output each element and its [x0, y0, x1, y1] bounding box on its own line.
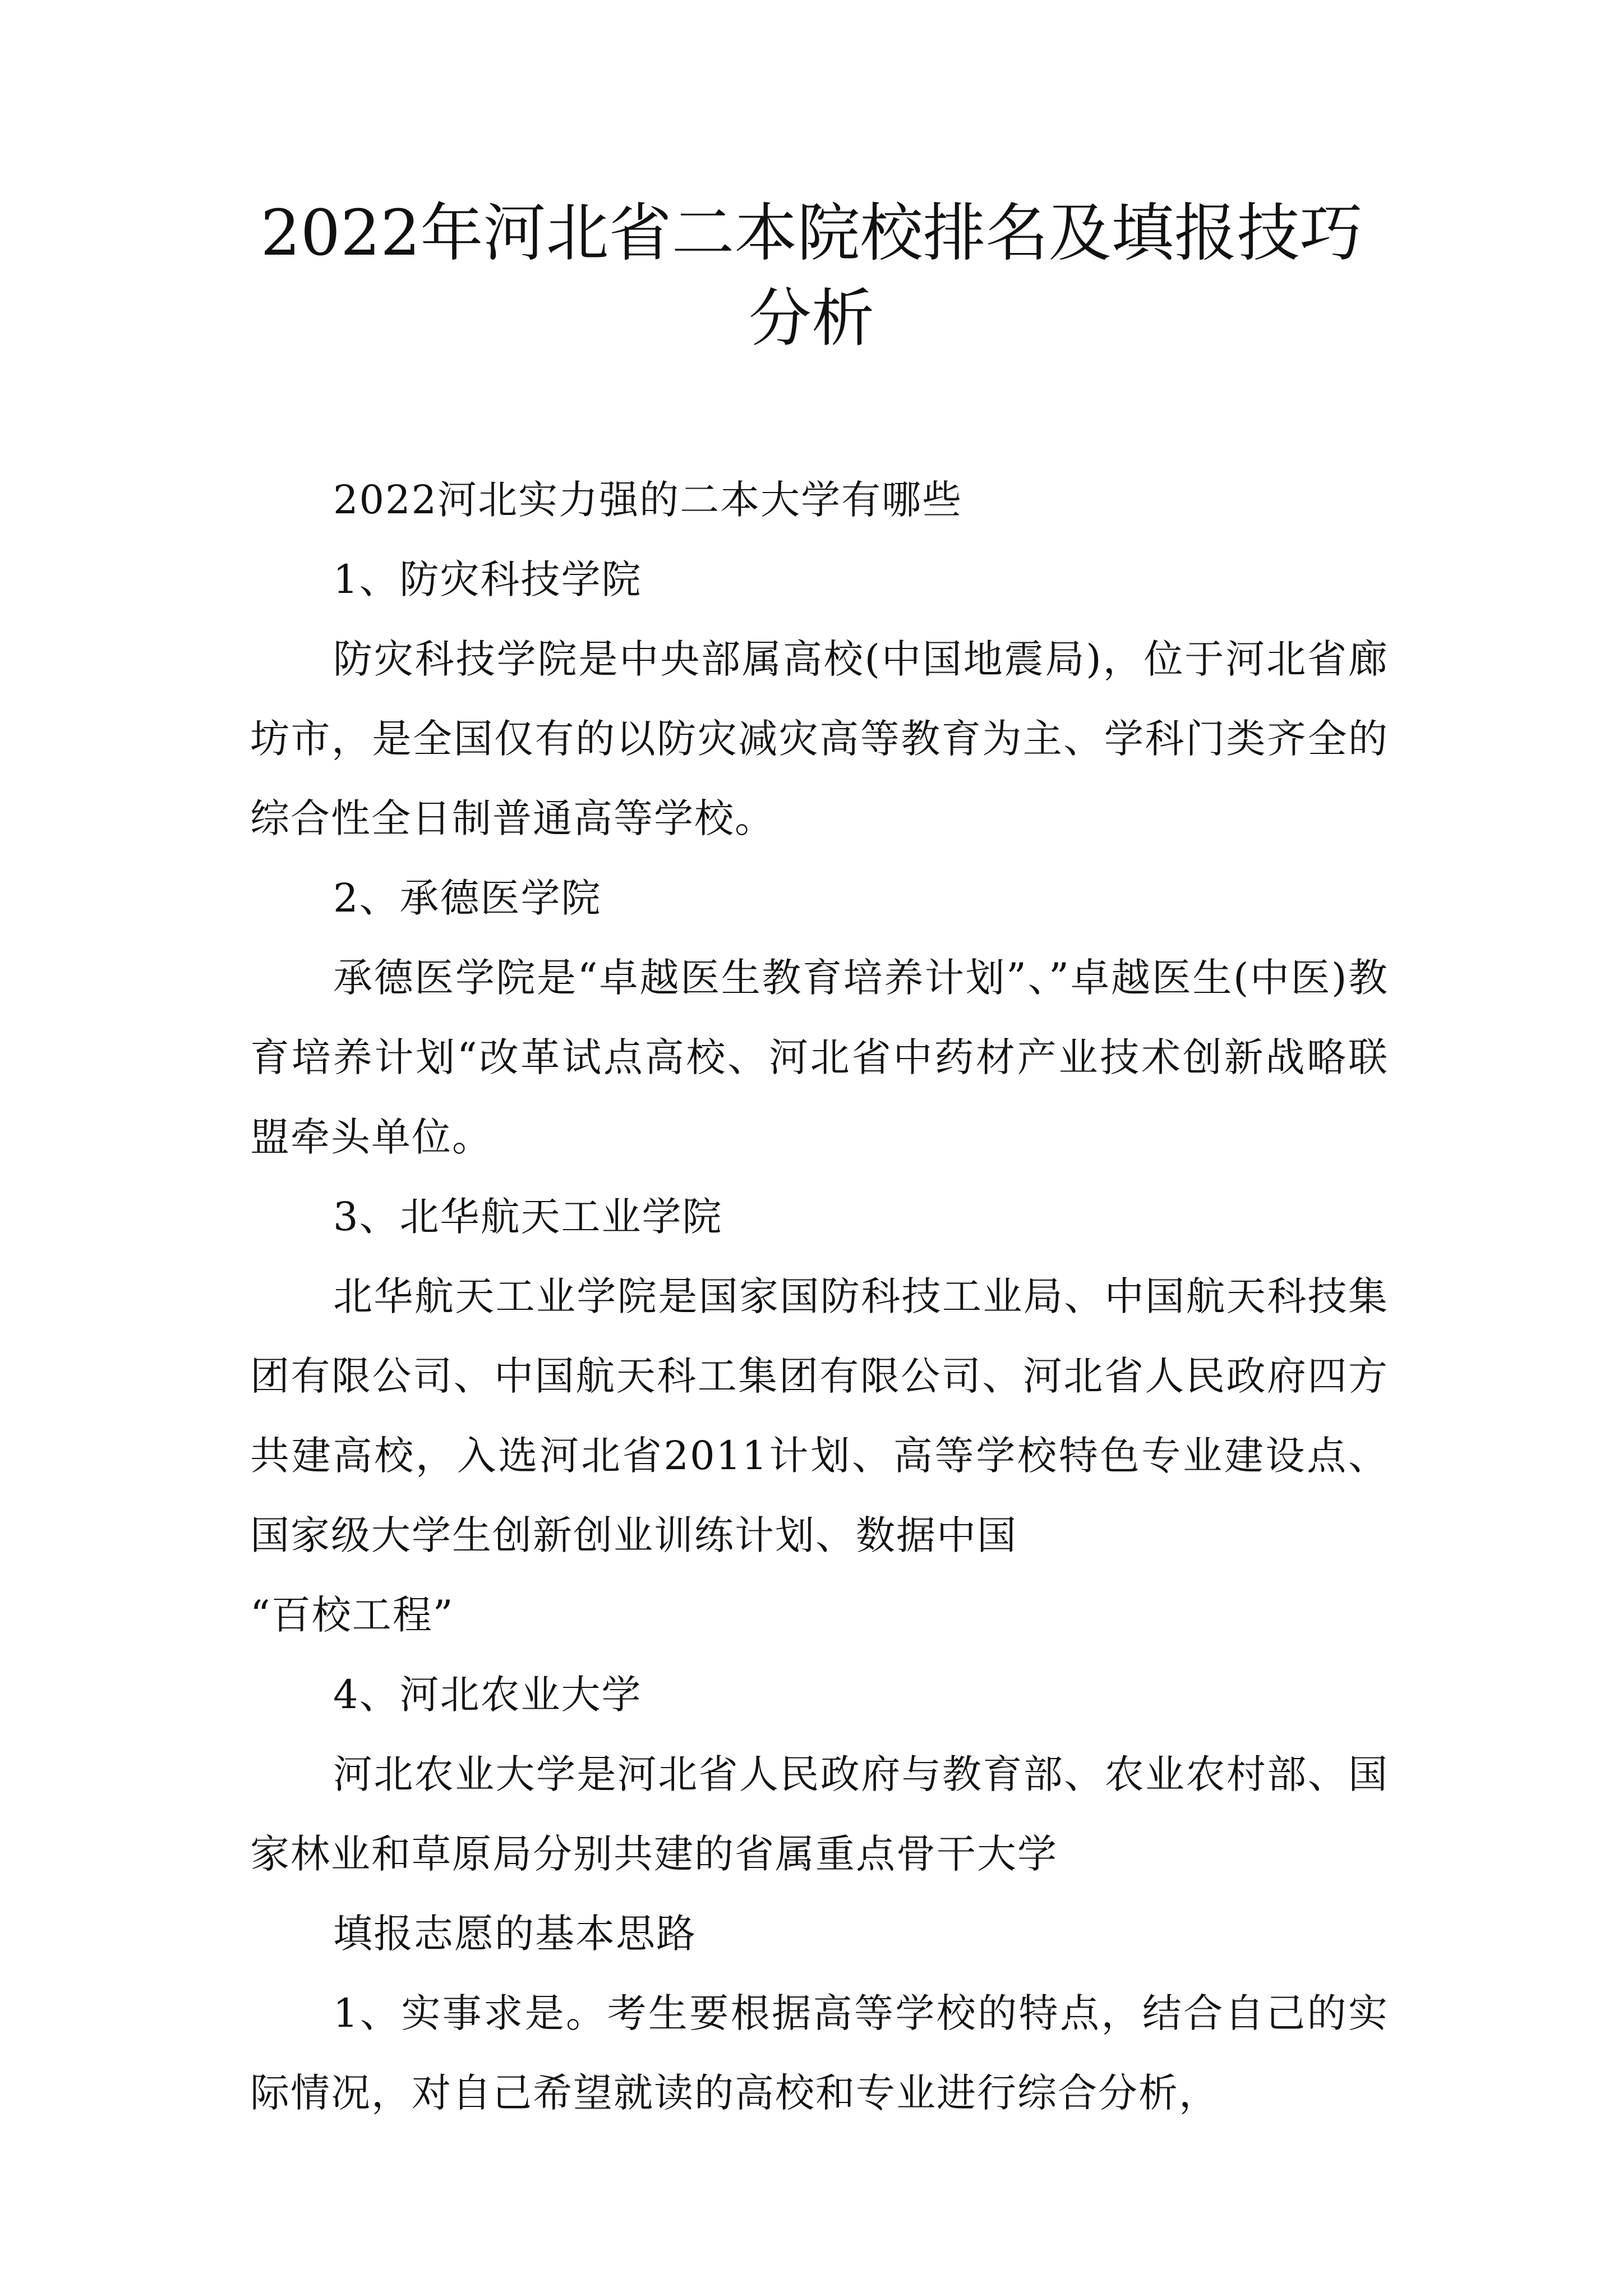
paragraph: 北华航天工业学院是国家国防科技工业局、中国航天科技集团有限公司、中国航天科工集团有限公司、河北省人民政府四方共建高校，入选河北省2011计划、高等学校特色专业建设点、国家级大学生创新创业训练计划、数据中国 [250, 1273, 1389, 1558]
paragraph: 承德医学院是“卓越医生教育培养计划”、”卓越医生(中医)教育培养计划“改革试点高校、河北省中药材产业技术创新战略联盟牵头单位。 [250, 955, 1389, 1160]
list-item-heading: 4、河北农业大学 [333, 1672, 642, 1718]
list-item-heading: 3、北华航天工业学院 [333, 1194, 723, 1240]
paragraph-continuation: “百校工程” [250, 1592, 454, 1638]
document-title: 2022年河北省二本院校排名及填报技巧分析 [260, 197, 1363, 355]
paragraph-subheading: 2022河北实力强的二本大学有哪些 [333, 477, 963, 523]
list-item-heading: 1、防灾科技学院 [333, 556, 642, 602]
paragraph: 1、实事求是。考生要根据高等学校的特点，结合自己的实际情况，对自己希望就读的高校和专业进行综合分析， [250, 1990, 1389, 2116]
paragraph: 防灾科技学院是中央部属高校(中国地震局)，位于河北省廊坊市，是全国仅有的以防灾减灾高等教育为主、学科门类齐全的综合性全日制普通高等学校。 [250, 636, 1389, 841]
list-item-heading: 2、承德医学院 [333, 875, 602, 921]
paragraph-subheading: 填报志愿的基本思路 [333, 1911, 697, 1957]
document-body [250, 460, 1389, 2133]
paragraph: 河北农业大学是河北省人民政府与教育部、农业农村部、国家林业和草原局分别共建的省属重点骨干大学 [250, 1751, 1389, 1877]
